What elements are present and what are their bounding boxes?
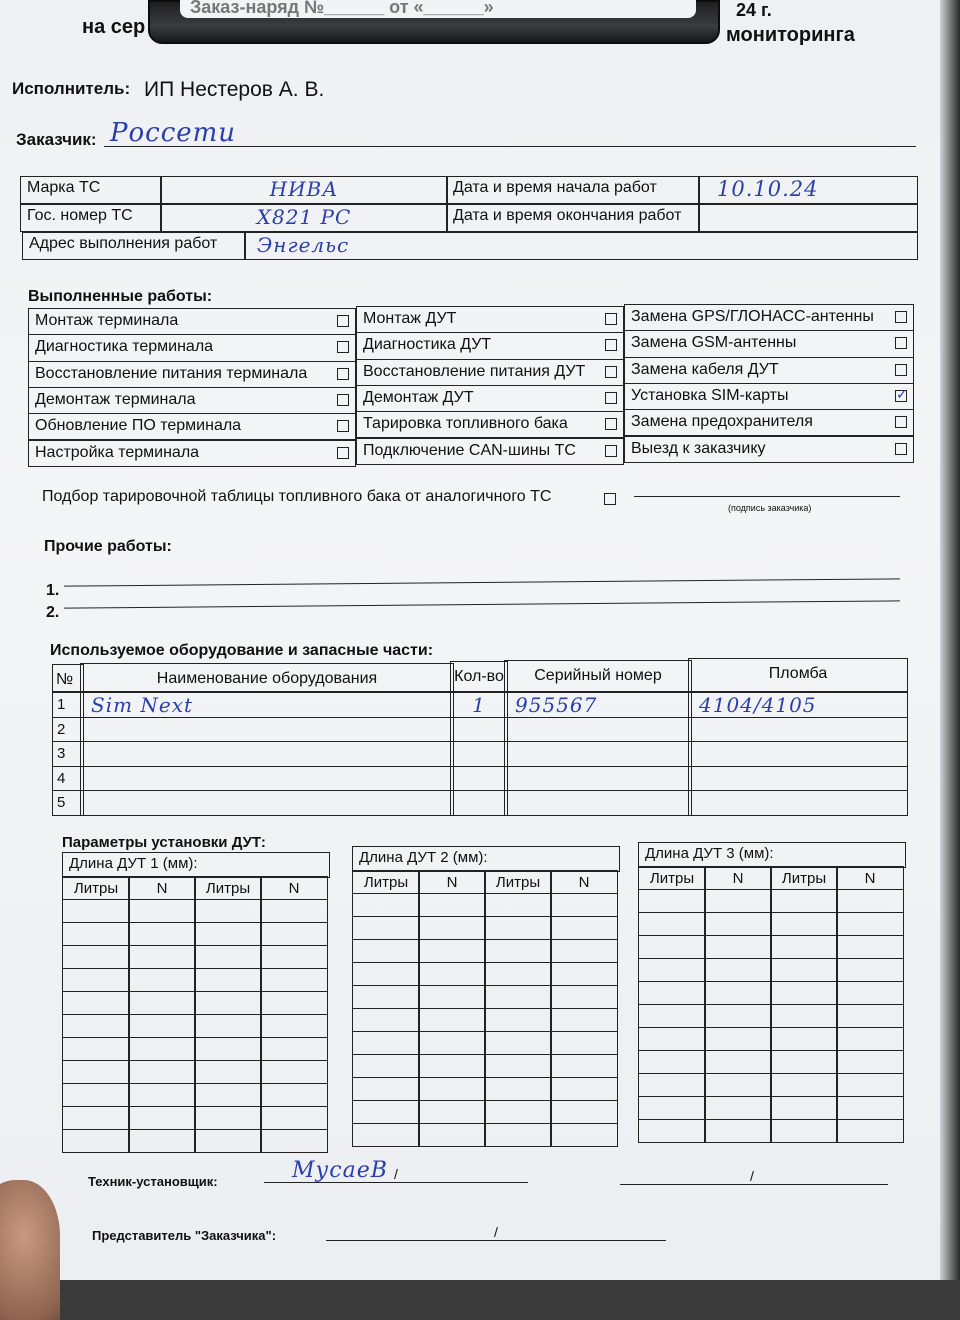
- work-item-label: Диагностика терминала: [35, 338, 214, 356]
- customer-label: Заказчик:: [16, 130, 97, 149]
- dut-cell: [550, 1100, 618, 1124]
- dut-cell: [704, 1004, 772, 1028]
- dut-cell: [62, 1037, 130, 1061]
- dut-cell: [638, 1096, 706, 1120]
- dut-cell: [352, 1100, 420, 1124]
- dut-cell: [836, 1119, 904, 1143]
- dut-column-header: Литры: [352, 870, 420, 894]
- dut-cell: [418, 893, 486, 917]
- dut-cell: [550, 939, 618, 963]
- dut-cell: [770, 912, 838, 936]
- dut-cell: [550, 1008, 618, 1032]
- dut-cell: [418, 939, 486, 963]
- equipment-cell-qty: 1: [450, 692, 508, 718]
- dut-cell: [704, 1096, 772, 1120]
- work-item-checkbox[interactable]: [337, 394, 349, 406]
- dut-cell: [484, 916, 552, 940]
- dut-cell: [770, 1027, 838, 1051]
- dut-cell: [62, 899, 130, 923]
- work-item: [356, 359, 624, 386]
- dut-cell: [352, 893, 420, 917]
- equipment-cell-n: 5: [52, 790, 84, 816]
- dut-cell: [484, 1123, 552, 1147]
- work-item-label: Восстановление питания ДУТ: [363, 362, 586, 380]
- dut-cell: [638, 912, 706, 936]
- work-item: [28, 308, 356, 335]
- dut-cell: [194, 922, 262, 946]
- dut-cell: [704, 889, 772, 913]
- dut-cell: [128, 945, 196, 969]
- dut-cell: [194, 968, 262, 992]
- dut-cell: [418, 1031, 486, 1055]
- dut-cell: [62, 1083, 130, 1107]
- other-work-2-num: 2.: [46, 604, 60, 621]
- customer-rep-slash: /: [494, 1224, 498, 1240]
- equipment-cell-qty: [450, 741, 508, 767]
- dut-cell: [550, 916, 618, 940]
- equipment-cell-n: 2: [52, 717, 84, 743]
- dut-cell: [836, 981, 904, 1005]
- dut-cell: [260, 1083, 328, 1107]
- end-label: Дата и время окончания работ: [446, 204, 700, 232]
- dut-cell: [62, 1106, 130, 1130]
- dut-cell: [484, 1054, 552, 1078]
- dut-cell: [194, 945, 262, 969]
- dut-cell: [638, 1027, 706, 1051]
- equipment-cell-seal: [688, 741, 908, 767]
- dut-cell: [550, 893, 618, 917]
- work-item: [624, 304, 914, 331]
- work-item-checkbox[interactable]: [337, 447, 349, 459]
- dut-cell: [484, 1100, 552, 1124]
- dut-cell: [550, 985, 618, 1009]
- dut-cell: [770, 1073, 838, 1097]
- dut-cell: [260, 1129, 328, 1153]
- work-item-checkbox[interactable]: [605, 445, 617, 457]
- dut-column-header: Литры: [638, 866, 706, 890]
- calibration-label: Подбор тарировочной таблицы топливного бака от аналогичного ТС: [42, 488, 552, 505]
- dut-cell: [260, 945, 328, 969]
- dut-cell: [484, 962, 552, 986]
- work-item-checkbox[interactable]: [605, 339, 617, 351]
- equipment-header: Наименование оборудования: [80, 663, 454, 693]
- work-item-label: Монтаж терминала: [35, 312, 179, 329]
- work-item: [624, 409, 914, 436]
- dut-table-title: Длина ДУТ 2 (мм):: [352, 846, 620, 872]
- dut-cell: [352, 1054, 420, 1078]
- work-item-label: Замена GPS/ГЛОНАСС-антенны: [631, 308, 874, 325]
- dut-cell: [638, 981, 706, 1005]
- work-item-label: Установка SIM-карты: [631, 386, 789, 404]
- dut-column-header: N: [550, 870, 618, 894]
- dut-cell: [638, 1050, 706, 1074]
- technician-label: Техник-установщик:: [88, 1174, 218, 1189]
- equipment-cell-serial: [504, 766, 692, 792]
- work-item: [624, 383, 914, 410]
- dut-cell: [194, 899, 262, 923]
- calibration-checkbox[interactable]: [604, 493, 616, 505]
- dut-cell: [194, 1037, 262, 1061]
- dut-cell: [194, 991, 262, 1015]
- work-item-checkbox[interactable]: [895, 364, 907, 376]
- dut-cell: [836, 1073, 904, 1097]
- equipment-header: Пломба: [688, 658, 908, 692]
- dut-cell: [128, 922, 196, 946]
- address-label: Адрес выполнения работ: [22, 232, 246, 260]
- equipment-cell-n: 3: [52, 741, 84, 767]
- customer-signature-line: [634, 496, 900, 497]
- dut-cell: [770, 958, 838, 982]
- equipment-cell-n: 4: [52, 766, 84, 792]
- dut-cell: [352, 1008, 420, 1032]
- work-item-checkbox[interactable]: [337, 368, 349, 380]
- dut-cell: [194, 1060, 262, 1084]
- work-item-label: Замена GSM-антенны: [631, 334, 797, 352]
- work-item: [28, 440, 356, 467]
- work-item-label: Демонтаж ДУТ: [363, 388, 474, 406]
- work-item-checkbox[interactable]: [895, 390, 907, 402]
- equipment-cell-qty: [450, 790, 508, 816]
- work-item: [624, 436, 914, 463]
- dut-cell: [704, 1050, 772, 1074]
- work-item: [356, 385, 624, 412]
- dut-cell: [418, 1077, 486, 1101]
- equipment-cell-serial: [504, 741, 692, 767]
- work-item-label: Замена предохранителя: [631, 413, 813, 431]
- dut-cell: [418, 1123, 486, 1147]
- dut-cell: [550, 1123, 618, 1147]
- dut-cell: [260, 968, 328, 992]
- dut-cell: [638, 1004, 706, 1028]
- work-item-label: Восстановление питания терминала: [35, 364, 308, 382]
- dut-cell: [128, 1083, 196, 1107]
- dut-cell: [836, 935, 904, 959]
- work-item-label: Демонтаж терминала: [35, 390, 196, 408]
- brand-value: НИВА: [160, 176, 448, 204]
- dut-cell: [484, 893, 552, 917]
- dut-cell: [128, 1129, 196, 1153]
- dut-cell: [484, 1077, 552, 1101]
- dut-cell: [770, 1004, 838, 1028]
- address-value: Энгельс: [244, 232, 918, 260]
- equipment-header: Серийный номер: [504, 660, 692, 693]
- header-right-fragment: мониторинга: [726, 24, 855, 46]
- dut-column-header: Литры: [484, 870, 552, 894]
- executor-label: Исполнитель:: [12, 79, 131, 98]
- equipment-cell-qty: [450, 717, 508, 743]
- dut-cell: [704, 981, 772, 1005]
- equipment-cell-name: Sim Next: [80, 692, 454, 718]
- equipment-cell-qty: [450, 766, 508, 792]
- dut-cell: [836, 958, 904, 982]
- work-item-label: Настройка терминала: [35, 443, 200, 461]
- technician-slash: /: [394, 1166, 398, 1182]
- dut-cell: [352, 962, 420, 986]
- dut-cell: [836, 1096, 904, 1120]
- dut-cell: [704, 1027, 772, 1051]
- work-item: [28, 361, 356, 388]
- dut-cell: [352, 1123, 420, 1147]
- dut-cell: [836, 1027, 904, 1051]
- dut-cell: [836, 889, 904, 913]
- dut-cell: [704, 935, 772, 959]
- technician-name-slash: /: [750, 1168, 754, 1184]
- dut-cell: [770, 1119, 838, 1143]
- dut-cell: [128, 1037, 196, 1061]
- dut-cell: [260, 922, 328, 946]
- dut-column-header: Литры: [194, 876, 262, 900]
- dut-cell: [704, 1073, 772, 1097]
- dut-cell: [638, 1073, 706, 1097]
- dut-column-header: N: [418, 870, 486, 894]
- dut-cell: [128, 1014, 196, 1038]
- dut-cell: [352, 985, 420, 1009]
- customer-value: Россети: [110, 118, 237, 148]
- executor-value: ИП Нестеров А. В.: [144, 78, 325, 101]
- dut-cell: [638, 935, 706, 959]
- order-title: Заказ-наряд №______ от «______»: [180, 0, 696, 18]
- work-item-checkbox[interactable]: [337, 315, 349, 327]
- dut-cell: [260, 1037, 328, 1061]
- dut-cell: [128, 1060, 196, 1084]
- dut-cell: [484, 1031, 552, 1055]
- end-value: [698, 204, 918, 232]
- work-item: [624, 357, 914, 384]
- dut-cell: [418, 1100, 486, 1124]
- dut-cell: [418, 1008, 486, 1032]
- technician-signature: МусаеВ: [292, 1158, 388, 1183]
- dut-cell: [770, 935, 838, 959]
- dut-cell: [62, 922, 130, 946]
- dut-cell: [62, 968, 130, 992]
- dut-cell: [62, 991, 130, 1015]
- work-item-label: Обновление ПО терминала: [35, 417, 242, 435]
- dut-cell: [260, 1106, 328, 1130]
- dut-cell: [770, 981, 838, 1005]
- work-item-checkbox[interactable]: [337, 420, 349, 432]
- dut-cell: [194, 1129, 262, 1153]
- dut-table-title: Длина ДУТ 1 (мм):: [62, 852, 330, 878]
- dut-column-header: N: [128, 876, 196, 900]
- work-item-checkbox[interactable]: [895, 311, 907, 323]
- dut-cell: [260, 899, 328, 923]
- equipment-header: №: [52, 664, 84, 692]
- dut-cell: [704, 1119, 772, 1143]
- dut-cell: [770, 889, 838, 913]
- dut-cell: [550, 1077, 618, 1101]
- dut-column-header: Литры: [770, 866, 838, 890]
- dut-cell: [62, 1129, 130, 1153]
- equipment-cell-name: [80, 741, 454, 767]
- dut-cell: [352, 1077, 420, 1101]
- paper-edge-shadow: [940, 0, 960, 1280]
- dut-cell: [550, 1054, 618, 1078]
- work-item: [356, 411, 624, 438]
- dut-cell: [260, 1060, 328, 1084]
- equipment-cell-name: [80, 717, 454, 743]
- dut-cell: [418, 962, 486, 986]
- dut-cell: [770, 1050, 838, 1074]
- dut-cell: [418, 985, 486, 1009]
- dut-cell: [128, 1106, 196, 1130]
- equipment-cell-seal: [688, 717, 908, 743]
- work-item-label: Монтаж ДУТ: [363, 310, 457, 327]
- dut-cell: [352, 939, 420, 963]
- work-item-label: Выезд к заказчику: [631, 439, 766, 457]
- dut-cell: [638, 889, 706, 913]
- dut-cell: [836, 1050, 904, 1074]
- equipment-cell-serial: [504, 790, 692, 816]
- dut-cell: [62, 945, 130, 969]
- dut-table-title: Длина ДУТ 3 (мм):: [638, 842, 906, 868]
- work-item: [28, 334, 356, 361]
- dut-cell: [418, 916, 486, 940]
- equipment-header: Кол-во: [450, 661, 508, 692]
- work-item-checkbox[interactable]: [605, 366, 617, 378]
- dut-cell: [704, 958, 772, 982]
- dut-column-header: Литры: [62, 876, 130, 900]
- signature-caption: (подпись заказчика): [728, 503, 812, 513]
- finger-photo-edge: [0, 1180, 60, 1320]
- dut-cell: [638, 958, 706, 982]
- dut-cell: [128, 991, 196, 1015]
- dut-cell: [128, 899, 196, 923]
- dut-cell: [484, 939, 552, 963]
- dut-column-header: N: [836, 866, 904, 890]
- equipment-cell-seal: 4104/4105: [688, 692, 908, 718]
- equipment-cell-serial: 955567: [504, 692, 692, 718]
- dut-cell: [704, 912, 772, 936]
- dut-cell: [638, 1119, 706, 1143]
- dut-column-header: N: [260, 876, 328, 900]
- other-work-1-num: 1.: [46, 582, 60, 599]
- work-item-checkbox[interactable]: [605, 418, 617, 430]
- equipment-cell-n: 1: [52, 692, 84, 718]
- plate-value: Х821 РС: [160, 204, 448, 232]
- work-item-checkbox[interactable]: [895, 416, 907, 428]
- work-item: [356, 306, 624, 333]
- dut-cell: [128, 968, 196, 992]
- work-item-checkbox[interactable]: [605, 313, 617, 325]
- start-value: 10.10.24: [698, 176, 918, 204]
- dut-cell: [836, 1004, 904, 1028]
- other-works-title: Прочие работы:: [44, 538, 172, 555]
- dut-column-header: N: [704, 866, 772, 890]
- work-item-checkbox[interactable]: [337, 341, 349, 353]
- work-item-label: Тарировка топливного бака: [363, 415, 568, 433]
- dut-cell: [484, 1008, 552, 1032]
- work-item: [356, 438, 624, 465]
- equipment-cell-name: [80, 790, 454, 816]
- order-year: 24 г.: [736, 0, 772, 20]
- works-title: Выполненные работы:: [28, 288, 213, 305]
- dut-cell: [194, 1014, 262, 1038]
- work-item: [28, 387, 356, 414]
- work-item-checkbox[interactable]: [605, 392, 617, 404]
- work-item-label: Замена кабеля ДУТ: [631, 360, 779, 378]
- dut-cell: [836, 912, 904, 936]
- equipment-cell-seal: [688, 766, 908, 792]
- dut-cell: [62, 1060, 130, 1084]
- work-item: [28, 413, 356, 440]
- dut-cell: [484, 985, 552, 1009]
- dut-cell: [194, 1083, 262, 1107]
- equipment-title: Используемое оборудование и запасные части:: [50, 642, 434, 659]
- customer-rep-label: Представитель "Заказчика":: [92, 1228, 277, 1243]
- work-item-label: Подключение CAN-шины ТС: [363, 441, 576, 459]
- dut-cell: [260, 991, 328, 1015]
- dut-cell: [550, 962, 618, 986]
- start-label: Дата и время начала работ: [446, 176, 700, 204]
- work-item: [356, 332, 624, 359]
- dut-cell: [550, 1031, 618, 1055]
- dut-cell: [260, 1014, 328, 1038]
- work-item: [624, 330, 914, 357]
- equipment-cell-seal: [688, 790, 908, 816]
- equipment-cell-serial: [504, 717, 692, 743]
- header-left-fragment: на сер: [82, 16, 146, 38]
- technician-name-line: [620, 1184, 888, 1185]
- dut-cell: [352, 916, 420, 940]
- work-item-checkbox[interactable]: [895, 337, 907, 349]
- brand-label: Марка ТС: [20, 176, 162, 204]
- dut-cell: [62, 1014, 130, 1038]
- equipment-cell-name: [80, 766, 454, 792]
- dut-cell: [418, 1054, 486, 1078]
- dut-cell: [194, 1106, 262, 1130]
- plate-label: Гос. номер ТС: [20, 204, 162, 232]
- customer-rep-line: [326, 1240, 666, 1241]
- work-item-checkbox[interactable]: [895, 443, 907, 455]
- dut-title: Параметры установки ДУТ:: [62, 834, 266, 851]
- dut-cell: [770, 1096, 838, 1120]
- work-item-label: Диагностика ДУТ: [363, 336, 492, 354]
- dut-cell: [352, 1031, 420, 1055]
